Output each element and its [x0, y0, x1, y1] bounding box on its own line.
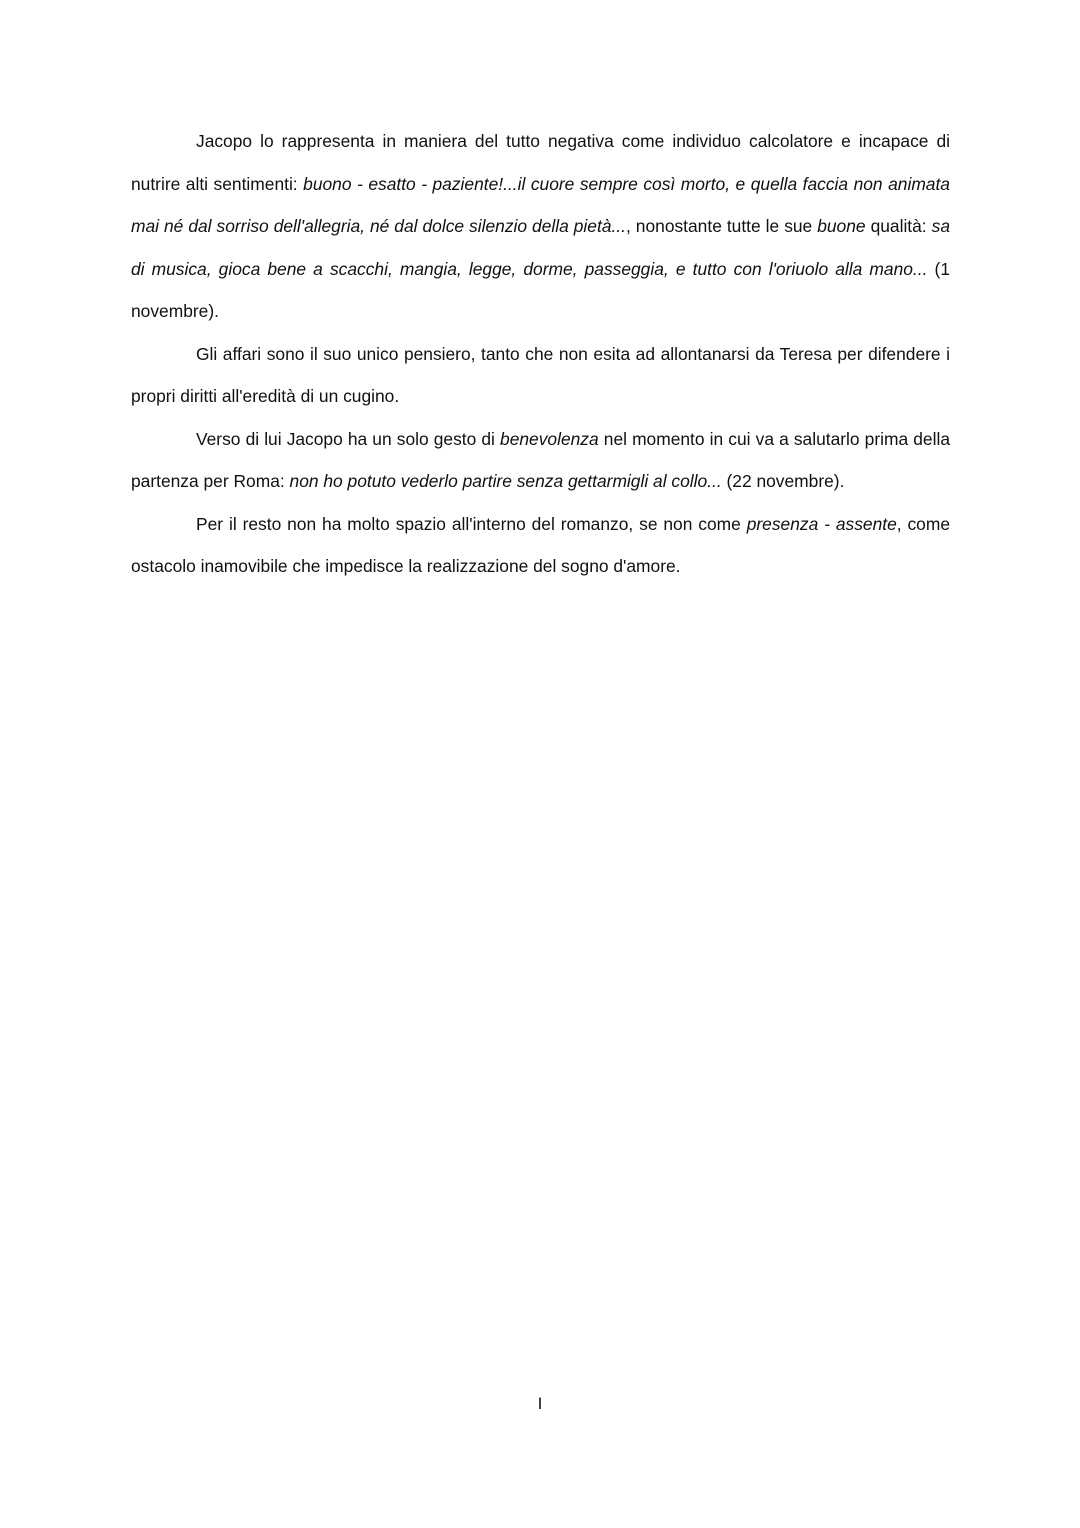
quote-text: non ho potuto vederlo partire senza gettarmigli al collo...: [289, 471, 722, 491]
quote-text: presenza - assente: [746, 513, 897, 534]
quote-text: buone: [817, 216, 866, 236]
quote-text: sa di musica, gioca bene a scacchi, mangia, legge, dorme, passeggia, e tutto con l'oriuolo alla mano...: [131, 216, 951, 279]
quote-text: benevolenza: [500, 428, 599, 449]
quote-text: buono - esatto - paziente!...il cuore sempre così morto, e quella faccia non animata mai né dal sorriso dell'allegria, né dal dolce silenzio della pietà...: [131, 173, 950, 236]
page-number: I: [537, 1394, 543, 1413]
body-text: [131, 120, 950, 588]
paragraph-2: Gli affari sono il suo unico pensiero, tanto che non esita ad allontanarsi da Teresa per difendere i propri diritti all'eredità di un cugino.: [131, 343, 950, 406]
paragraph-4: Per il resto non ha molto spazio all'interno del romanzo, se non come presenza - assente, come ostacolo inamovibile che impedisce la realizzazione del sogno d'amore.: [131, 513, 950, 576]
paragraph-3: Verso di lui Jacopo ha un solo gesto di benevolenza nel momento in cui va a salutarlo prima della partenza per Roma: non ho potuto vederlo partire senza gettarmigli al collo... (22 novembre).: [131, 428, 951, 491]
paragraph-1: Jacopo lo rappresenta in maniera del tutto negativa come individuo calcolatore e incapace di nutrire alti sentimenti: buono - esatto - paziente!...il cuore sempre così morto, e quella faccia non animata mai né dal sorriso dell'allegria, né dal dolce silenzio della pietà..., nonostante tutte le sue buone qualità: sa di musica, gioca bene a scacchi, mangia, legge, dorme, passeggia, e tutto con l'oriuolo alla mano... (1 novembre).: [131, 131, 951, 321]
